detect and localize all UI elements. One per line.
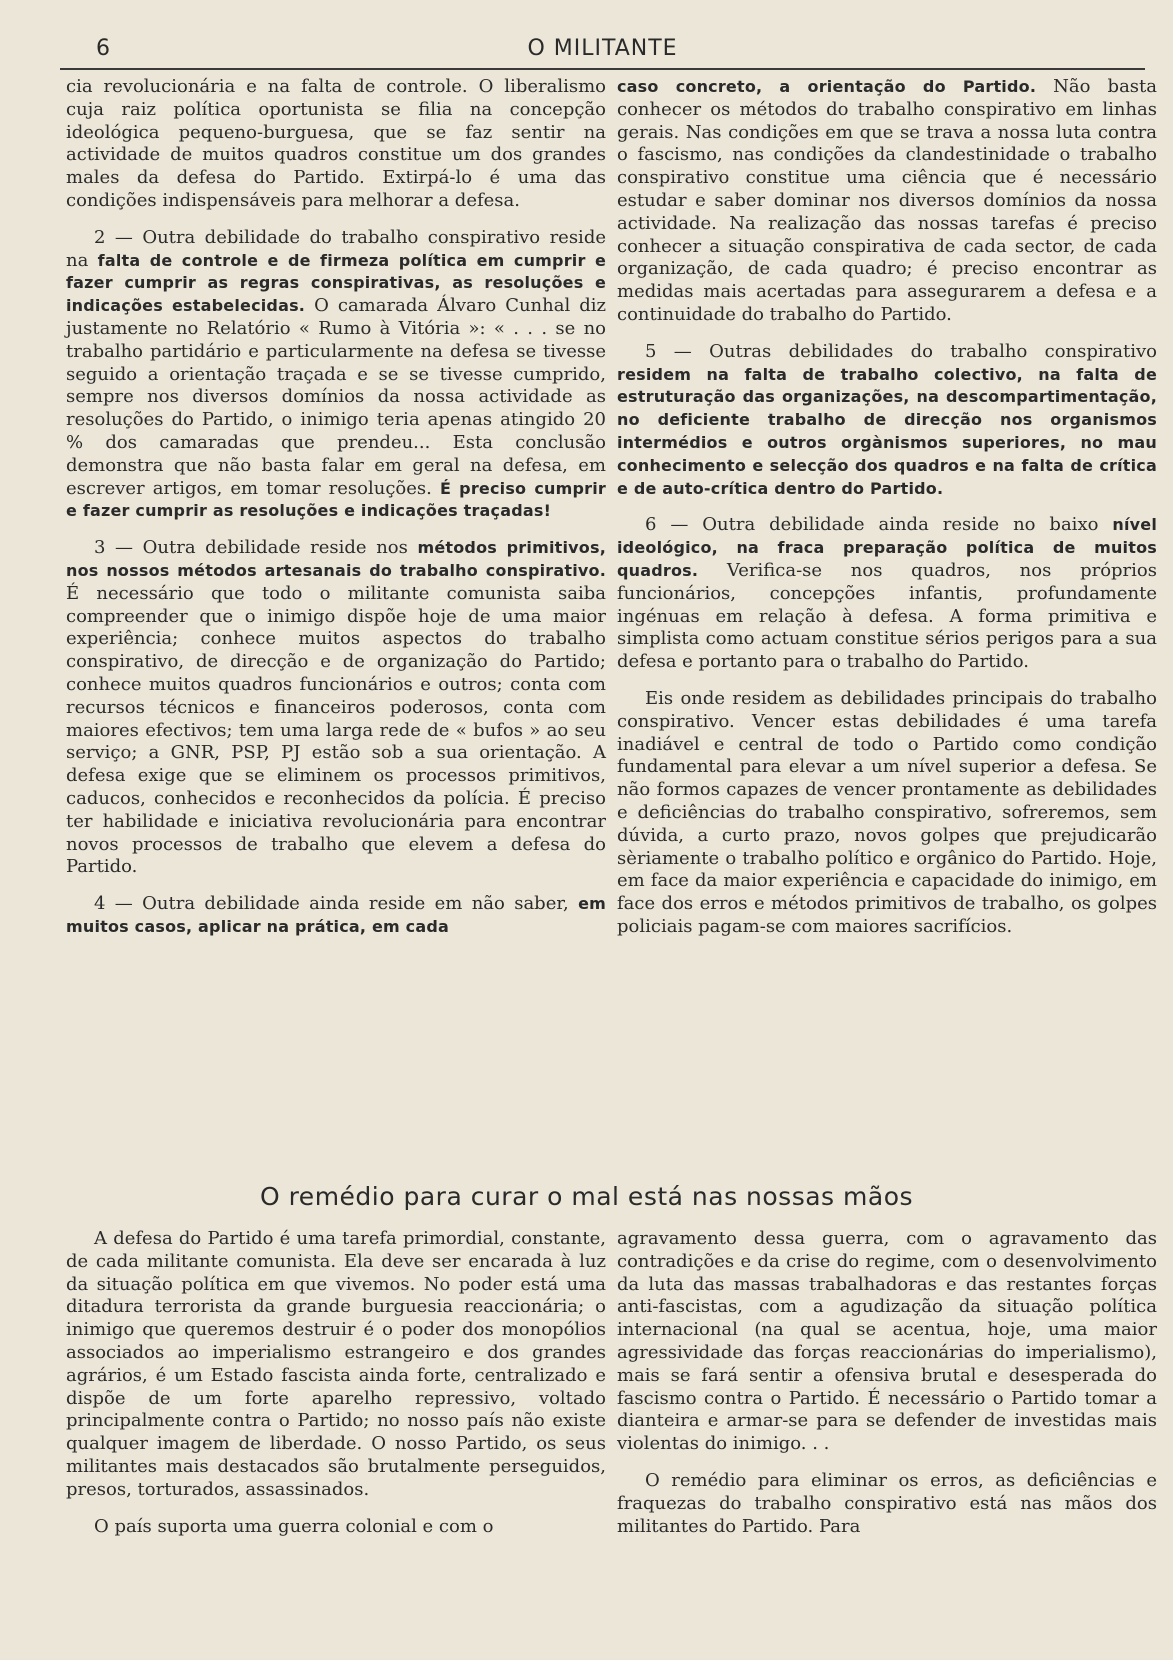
point-6-text: Verifica-se nos quadros, nos próprios funcionários, concepções infantis, profundamente ingénuas em relação à defesa. A forma primitiva e simplista como actuam constitue sérios perigos para a sua defesa e portanto para o trabalho do Partido. <box>617 559 1157 673</box>
column-bottom-right <box>617 1228 1157 1538</box>
point-2-emphasis-2: É preciso cumprir e fazer cumprir as resoluções e indicações traçadas! <box>66 478 607 521</box>
point-2-emphasis: falta de controle e de firmeza política em cumprir e fazer cumprir as regras conspirativas, as resoluções e indicações estabelecidas. <box>66 250 606 316</box>
point-6-emphasis: nível ideológico, na fraca preparação política de muitos quadros. <box>617 515 1157 580</box>
page-header <box>60 34 1145 70</box>
paragraph-debilidade-4 <box>66 893 606 939</box>
column-bottom-left <box>66 1228 606 1538</box>
section-heading: O remédio para curar o mal está nas nossas mãos <box>259 1182 914 1211</box>
journal-title: O MILITANTE <box>527 36 678 61</box>
point-4-emphasis-continued: caso concreto, a orientação do Partido. <box>617 77 1037 96</box>
page-number: 6 <box>96 36 110 61</box>
column-top-right <box>617 76 1157 939</box>
paragraph-debilidade-2 <box>66 227 606 523</box>
point-4-intro: 4 — Outra debilidade ainda reside em não saber, <box>94 893 579 915</box>
point-5-intro: 5 — Outras debilidades do trabalho conspirativo <box>645 340 1157 362</box>
point-3-intro: 3 — Outra debilidade reside nos <box>94 537 418 559</box>
paragraph-debilidade-5 <box>617 341 1157 501</box>
paragraph-conclusao: Eis onde residem as debilidades principais do trabalho conspirativo. Vencer estas debilidades é uma tarefa inadiável e central de todo o Partido como condição fundamental para elevar a um nível superior a defesa. Se não formos capazes de vencer prontamente as debilidades e deficiências do trabalho conspirativo, sofreremos, sem dúvida, a curto prazo, novos golpes que prejudicarão sèriamente o trabalho político e orgânico do Partido. Hoje, em face da maior experiência e capacidade do inimigo, em face dos erros e métodos primitivos de trabalho, os golpes policiais pagam-se com maiores sacrifícios. <box>617 687 1157 937</box>
point-4-text: Não basta conhecer os métodos do trabalho conspirativo em linhas gerais. Nas condições em que se trava a nossa luta contra o fascismo, nas condições da clandestinidade o trabalho conspirativo constitue uma ciência que é necessário estudar e saber dominar nos diversos domínios da nossa actividade. Na realização das nossas tarefas é preciso conhecer a situação conspirativa de cada sector, de cada organização, de cada quadro; é preciso encontrar as medidas mais acertadas para assegurarem a defesa e a continuidade do trabalho do Partido. <box>617 76 1157 325</box>
paragraph-guerra-colonial: O país suporta uma guerra colonial e com o <box>94 1515 494 1537</box>
point-3-text: É necessário que todo o militante comunista saiba compreender que o inimigo dispõe hoje de uma maior experiência; conhece muitos aspectos do trabalho conspirativo, de direcção e de organização do Partido; conhece muitos quadros funcionários e outros; conta com recursos técnicos e financeiros poderosos, conta com maiores efectivos; tem uma larga rede de « bufos » ao seu serviço; a GNR, PSP, PJ estão sob a sua orientação. A defesa exige que se eliminem os processos primitivos, caducos, conhecidos e reconhecidos da polícia. É preciso ter habilidade e iniciativa revolucionária para encontrar novos processos de trabalho que elevem a defesa do Partido. <box>66 582 606 878</box>
point-6-intro: 6 — Outra debilidade ainda reside no baixo <box>645 514 1113 536</box>
paragraph-liberalismo: cia revolucionária e na falta de controle. O liberalismo cuja raiz política oportunista se filia na concepção ideológica pequeno-burguesa, que se faz sentir na actividade de muitos quadros constitue um dos grandes males da defesa do Partido. Extirpá-lo é uma das condições indispensáveis para melhorar a defesa. <box>66 76 606 211</box>
paragraph-agravamento: agravamento dessa guerra, com o agravamento das contradições e da crise do regime, com o desenvolvimento da luta das massas trabalhadoras e das restantes forças anti-fascistas, com a agudização da situação política internacional (na qual se acentua, hoje, uma maior agressividade das forças reaccionárias do imperialismo), mais se fará sentir a ofensiva brutal e desesperada do fascismo contra o Partido. É necessário o Partido tomar a dianteira e armar-se para se defender de investidas mais violentas do inimigo. . . <box>617 1228 1157 1455</box>
paragraph-remedio: O remédio para eliminar os erros, as deficiências e fraquezas do trabalho conspirativo está nas mãos dos militantes do Partido. Para <box>617 1469 1157 1537</box>
point-5-emphasis: residem na falta de trabalho colectivo, na falta de estruturação das organizações, na descompartimentação, no deficiente trabalho de direcção nos organismos intermédios e outros orgànismos superiores, no mau conhecimento e selecção dos quadros e na falta de crítica e de auto-crítica dentro do Partido. <box>617 364 1157 498</box>
paragraph-debilidade-6 <box>617 514 1157 674</box>
point-3-emphasis: métodos primitivos, nos nossos métodos artesanais do trabalho conspirativo. <box>66 538 606 580</box>
point-2-text: O camarada Álvaro Cunhal diz justamente no Relatório « Rumo à Vitória »: « . . . se no trabalho partidário e particularmente na defesa se tivesse seguido a orientação traçada e se se tivesse cumprido, sempre nos diversos domínios da nossa actividade as resoluções do Partido, o inimigo teria apenas atingido 20 % dos camaradas que prendeu... Esta conclusão demonstra que não basta falar em geral na defesa, em escrever artigos, em tomar resoluções. <box>66 295 607 499</box>
point-4-emphasis: em muitos casos, aplicar na prática, em cada <box>66 894 606 936</box>
paragraph-defesa-tarefa: A defesa do Partido é uma tarefa primordial, constante, de cada militante comunista. Ela deve ser encarada à luz da situação política em que vivemos. No poder está uma ditadura terrorista da grande burguesia reaccionária; o inimigo que queremos destruir é o poder dos monopólios associados ao imperialismo estrangeiro e dos grandes agrários, é um Estado fascista ainda forte, centralizado e dispõe de um forte aparelho repressivo, voltado principalmente contra o Partido; no nosso país não existe qualquer imagem de liberdade. O nosso Partido, os seus militantes mais destacados são brutalmente perseguidos, presos, torturados, assassinados. <box>66 1228 606 1500</box>
point-2-intro: 2 — Outra debilidade do trabalho conspirativo reside na <box>66 226 606 271</box>
paragraph-debilidade-3 <box>66 537 606 879</box>
column-top-left <box>66 76 606 939</box>
paragraph-orientacao <box>617 76 1157 327</box>
